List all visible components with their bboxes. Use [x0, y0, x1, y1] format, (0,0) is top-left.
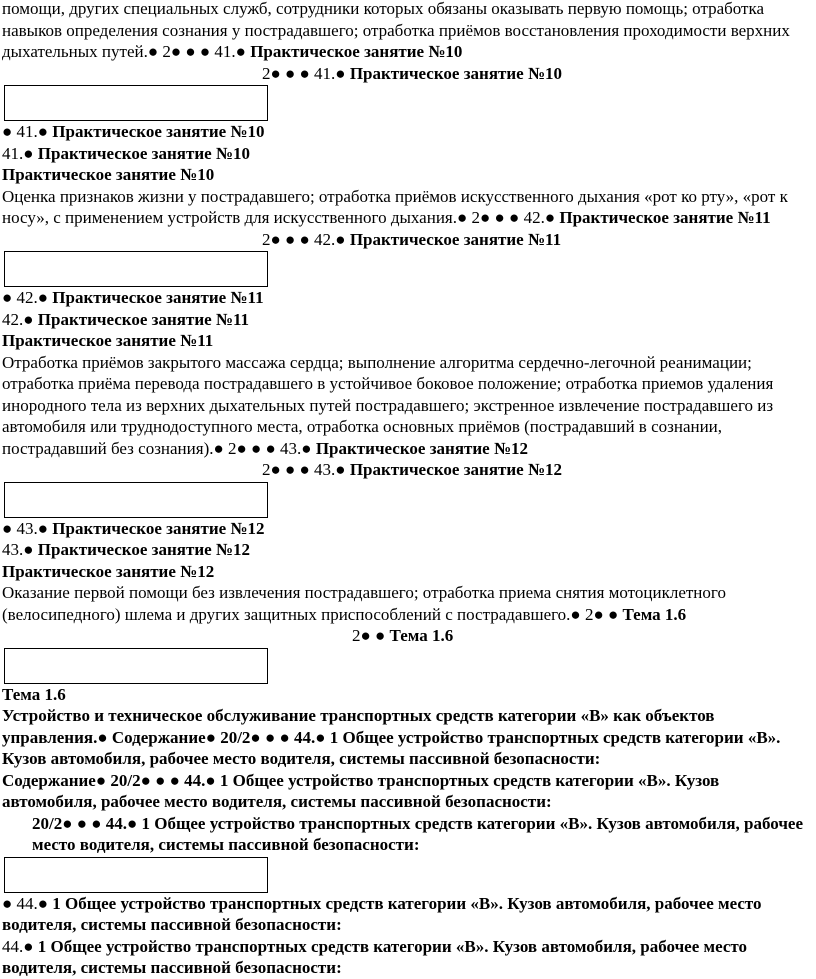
bullet-sequence: ● 43.●	[2, 518, 53, 538]
bullet-sequence: 41.●	[2, 143, 38, 163]
centered-topic-line	[2, 625, 814, 647]
empty-form-box	[4, 648, 268, 684]
paragraph-text: помощи, других специальных служб, сотрудники которых обязаны оказывать первую помощь; отработка навыков определения сознания у пострадавшего; отработка приёмов восстановления проходимости верхних дыхательных путей.	[2, 0, 790, 61]
lesson-line	[2, 143, 814, 165]
centered-lesson-line	[2, 229, 814, 251]
bullet-sequence: ● 41.●	[2, 122, 53, 141]
empty-form-box	[4, 482, 268, 518]
bullet-sequence: ● 2● ● ● 43.●	[213, 438, 316, 458]
centered-lesson-line	[2, 459, 814, 481]
lesson-heading: Практическое занятие №12	[37, 540, 250, 559]
paragraph-text: Оказание первой помощи без извлечения пострадавшего; отработка приема снятия мотоциклетного (велосипедного) шлема и других защитных приспособлений с пострадавшего.	[2, 583, 726, 624]
lesson-heading: Практическое занятие №12	[315, 438, 529, 458]
lesson-line	[2, 539, 814, 561]
bullet-sequence: 2● ● ● 43.●	[262, 460, 350, 479]
lesson-line	[2, 309, 814, 331]
lesson-title: Практическое занятие №10	[2, 165, 215, 184]
lesson-heading: Практическое занятие №11	[559, 208, 771, 227]
lesson-heading: Практическое занятие №11	[349, 229, 562, 249]
empty-form-box	[4, 85, 268, 121]
bullet-sequence: 2● ●	[352, 626, 390, 645]
content-line	[2, 893, 814, 936]
lesson-heading: Практическое занятие №11	[52, 288, 264, 307]
bullet-sequence: ● 42.●	[2, 288, 53, 307]
bullet-sequence: 2● ● ● 41.●	[262, 63, 350, 83]
topic-heading: Тема 1.6	[622, 604, 687, 624]
lesson-line	[2, 121, 814, 143]
lesson-heading: Практическое занятие №10	[37, 143, 250, 163]
paragraph-text: Оценка признаков жизни у пострадавшего; отработка приёмов искусственного дыхания «рот ко рту», «рот к носу», с применением устройств для искусственного дыхания.	[2, 186, 788, 227]
topic-title: Тема 1.6	[2, 684, 66, 704]
lesson-heading: Практическое занятие №12	[52, 518, 265, 538]
lesson-title: Практическое занятие №11	[2, 331, 214, 350]
empty-form-box	[4, 251, 268, 287]
lesson-title: Практическое занятие №12	[2, 561, 215, 581]
paragraph-first-aid-intro	[2, 0, 814, 63]
content-line	[2, 936, 814, 979]
centered-lesson-line	[2, 63, 814, 85]
bullet-sequence: 42.●	[2, 309, 38, 329]
topic-description: Устройство и техническое обслуживание транспортных средств категории «В» как объектов управления.● Содержание● 20/2● ● ● 44.● 1 Общее устройство транспортных средств категории «В». Кузов автомобиля, рабочее место водителя, системы пассивной безопасности:	[2, 706, 781, 768]
lesson-heading: Практическое занятие №11	[37, 309, 250, 329]
bullet-sequence: 2● ● ● 42.●	[262, 229, 350, 249]
empty-form-box	[4, 857, 268, 893]
bullet-sequence: 43.●	[2, 540, 38, 559]
lesson-heading: Практическое занятие №10	[52, 122, 265, 141]
lesson-line	[2, 287, 814, 309]
bullet-sequence: 44.●	[2, 936, 38, 956]
paragraph-helmet	[2, 582, 814, 625]
bullet-sequence: ● 2● ●	[570, 604, 623, 624]
bullet-sequence: ● 2● ● ● 41.●	[147, 42, 251, 61]
bullet-sequence: ● 2● ● ● 42.●	[457, 208, 560, 227]
paragraph-text: Отработка приёмов закрытого массажа сердца; выполнение алгоритма сердечно-легочной реанимации; отработка приёма перевода пострадавшего в устойчивое боковое положение; отработка приемов удаления инородного тела из верхних дыхательных путей пострадавшего; экстренное извлечение пострадавшего из автомобиля или труднодоступного места, отработка основных приёмов (пострадавший в сознании, пострадавший без сознания).	[2, 352, 774, 458]
bullet-sequence: ● 44.●	[2, 893, 53, 913]
content-heading: 1 Общее устройство транспортных средств категории «В». Кузов автомобиля, рабочее место водителя, системы пассивной безопасности:	[2, 893, 762, 934]
lesson-heading: Практическое занятие №12	[349, 460, 563, 479]
topic-heading: Тема 1.6	[389, 626, 454, 645]
lesson-heading: Практическое занятие №10	[250, 42, 463, 61]
paragraph-cpr	[2, 352, 814, 460]
content-heading: 1 Общее устройство транспортных средств категории «В». Кузов автомобиля, рабочее место водителя, системы пассивной безопасности:	[2, 936, 748, 977]
paragraph-breathing	[2, 186, 814, 229]
lesson-heading: Практическое занятие №10	[349, 63, 563, 83]
content-line: Содержание● 20/2● ● ● 44.● 1 Общее устройство транспортных средств категории «В». Кузов автомобиля, рабочее место водителя, системы пассивной безопасности:	[2, 770, 720, 811]
content-line: 20/2● ● ● 44.● 1 Общее устройство транспортных средств категории «В». Кузов автомобиля, рабочее место водителя, системы пассивной безопасности:	[32, 813, 804, 854]
lesson-line	[2, 518, 814, 540]
